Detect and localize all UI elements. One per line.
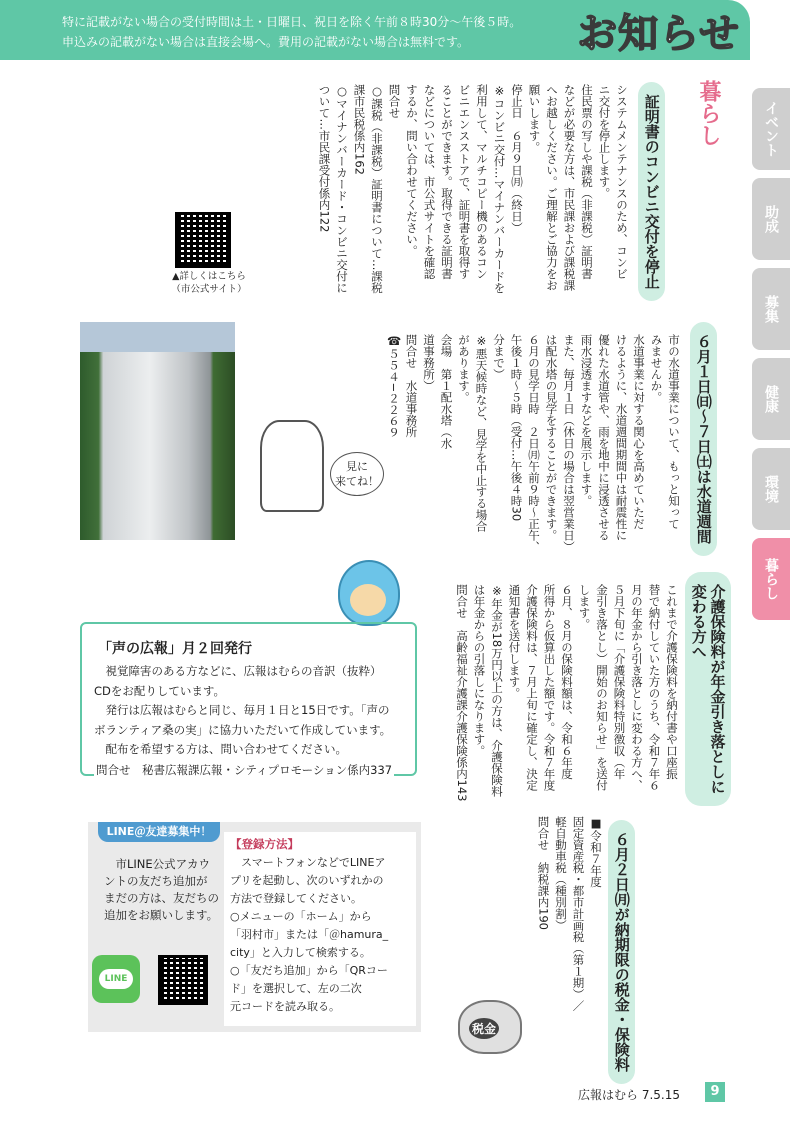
line-intro: 市LINE公式アカウ ントの友だち追加が まだの方は、友だちの 追加をお願いします。 (104, 857, 219, 922)
line-app-icon[interactable] (92, 955, 140, 1003)
water-tower-photo (80, 322, 235, 540)
line-method-title: 【登録方法】 (230, 837, 299, 851)
line-qr-code[interactable] (158, 955, 208, 1005)
voice-box (80, 622, 417, 776)
drop-mascot-face (350, 584, 386, 616)
voice-contact: 問合せ 秘書広報課広報・シティプロモーション係内337 (96, 763, 393, 777)
voice-title: 「声の広報」月２回発行 (98, 641, 252, 657)
line-icon-label: LINE (99, 969, 133, 989)
water-mascot (260, 420, 324, 512)
tax-title: ６月２日㈪が納期限の税金・保険料 (608, 820, 635, 1084)
tax-body: ■令和７年度 固定資産税・都市計画税（第１期）／ 軽自動車税（種別割） 問合せ 納税課内190 (536, 816, 603, 1012)
header-note-1: 特に記載がない場合の受付時間は土・日曜日、祝日を除く午前８時30分〜午後５時。 (62, 15, 522, 29)
qr-caption-line2: （市公式サイト） (171, 284, 247, 295)
qr-code[interactable] (175, 212, 231, 268)
tax-bag-label: 税金 (469, 1018, 499, 1039)
tab-kankyo[interactable]: 環境 (752, 448, 790, 530)
water-title: ６月１日㈰〜７日㈯は水道週間 (690, 322, 717, 556)
qr-caption-line1: ▲詳しくはこちら (172, 271, 246, 282)
line-method-body: スマートフォンなどでLINEア プリを起動し、次のいずれかの 方法で登録してください。 ○メニューの「ホーム」から 「羽村市」または「＠hamura_ city」と入力して検索する。 ○「友だち追加」から「QRコー ド」を選択して、左の二次 元コードを読み取る。 (230, 856, 389, 1013)
header-bar (0, 0, 750, 60)
page-title: お知らせ (577, 11, 740, 57)
tab-boshu[interactable]: 募集 (752, 268, 790, 350)
page-number: 9 (705, 1082, 725, 1102)
tax-bag-icon (458, 1000, 522, 1054)
tab-kurashi[interactable]: 暮らし (752, 538, 790, 620)
tab-josei[interactable]: 助成 (752, 178, 790, 260)
voice-body: 視覚障害のある方などに、広報はむらの音訳（抜粋） CDをお配りしています。 発行は広報はむらと同じ、毎月１日と15日です。「声の ボランティア桑の実」に協力いただいて作成しています。 配布を希望する方は、問い合わせてください。 (94, 664, 392, 756)
speech-bubble: 見に 来てね！ (330, 452, 384, 496)
qr-caption (168, 270, 250, 296)
drop-mascot (338, 560, 400, 626)
water-body: 市の水道事業について、もっと知って みませんか。 水道事業に対する関心を高めていただ けるように、水道週間期間中は耐震性に 優れた水道管や、雨を地中に浸透させる 雨水浸透ますなどを展示します。 また、毎月１日（休日の場合は翌営業日） は配水塔の見学をすることができます。 ６月の見学日時 ２日㈪午前９時〜正午、 午後１時〜５時（受付…午後４時30 分まで） ※悪天候時など、見学を中止する場合 があります。 会場 第１配水塔（水 道事務所） 問合せ 水道事務所 ☎５５４−２２６９ (387, 334, 681, 553)
category-heading: 暮らし (696, 80, 721, 146)
photo-sky (80, 322, 235, 352)
tab-event[interactable]: イベント (752, 88, 790, 170)
kaigo-body: これまで介護保険料を納付書や口座振 替で納付していた方のうち、令和７年６ 月の年金から引き落としに変わる方へ、 ５月下旬に「介護保険料特別徴収（年 金引き落とし）開始のお知らせ」を送付 します。 ６月、８月の保険料額は、令和６年度 所得から仮算出した額です。令和７年度 介護保険料は、７月上旬に確定し、決定 通知書を送付します。 ※年金が18万円以上の方は、介護保険料 は年金からの引落しになります。 問合せ 高齢福祉介護課介護保険係内143 (455, 584, 679, 802)
line-box (88, 822, 421, 1032)
kaigo-title: 介護保険料が年金引き落としに 変わる方へ (685, 572, 731, 806)
line-method (224, 832, 416, 1026)
cert-body: システムメンテナンスのため、コンビ ニ交付を停止します。 住民票の写しや課税（非課税）証明書 などが必要な方は、市民課および課税課 へお越しください。ご理解とご協力をお 願いします。 停止日 ６月９日㈪（終日） ※コンビニ交付…マイナンバーカードを 利用して、マルチコピー機のあるコン ビニエンスストアで、証明書を取得す ることができます。取得できる証明書 などについては、市公式サイトを確認 するか、問い合わせてください。 問合せ ○課税（非課税）証明書について…課税 課市民税係内162 ○マイナンバーカード・コンビニ交付に ついて…市民課受付係内122 (317, 84, 629, 294)
tab-kenko[interactable]: 健康 (752, 358, 790, 440)
footer-text: 広報はむら 7.5.15 (578, 1088, 680, 1102)
header-note-2: 申込みの記載がない場合は直接会場へ。費用の記載がない場合は無料です。 (62, 35, 470, 49)
line-tag: LINE＠友達募集中！ (98, 822, 220, 842)
cert-title: 証明書のコンビニ交付を停止 (638, 82, 665, 301)
